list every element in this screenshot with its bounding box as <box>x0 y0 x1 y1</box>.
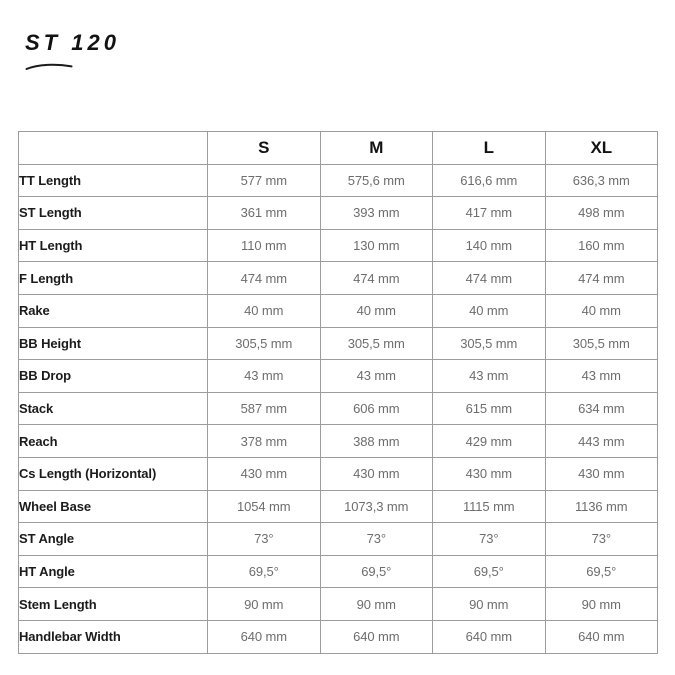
cell-value: 474 mm <box>433 262 546 295</box>
table-row <box>19 620 658 653</box>
cell-value: 40 mm <box>320 294 433 327</box>
table-row <box>19 360 658 393</box>
cell-value: 110 mm <box>208 229 321 262</box>
cell-value: 90 mm <box>320 588 433 621</box>
page-title: ST 120 <box>25 30 120 55</box>
cell-value: 69,5° <box>208 555 321 588</box>
title-block <box>25 30 120 71</box>
row-label: BB Height <box>19 327 208 360</box>
cell-value: 474 mm <box>320 262 433 295</box>
table-row <box>19 425 658 458</box>
cell-value: 90 mm <box>545 588 658 621</box>
cell-value: 69,5° <box>320 555 433 588</box>
table-row <box>19 490 658 523</box>
row-label: ST Angle <box>19 523 208 556</box>
table-row <box>19 588 658 621</box>
header-cell-empty <box>19 132 208 165</box>
row-label: HT Length <box>19 229 208 262</box>
cell-value: 640 mm <box>433 620 546 653</box>
table-row <box>19 262 658 295</box>
cell-value: 640 mm <box>320 620 433 653</box>
cell-value: 634 mm <box>545 392 658 425</box>
cell-value: 305,5 mm <box>208 327 321 360</box>
cell-value: 443 mm <box>545 425 658 458</box>
row-label: BB Drop <box>19 360 208 393</box>
table-row <box>19 392 658 425</box>
cell-value: 160 mm <box>545 229 658 262</box>
cell-value: 40 mm <box>545 294 658 327</box>
cell-value: 130 mm <box>320 229 433 262</box>
cell-value: 1073,3 mm <box>320 490 433 523</box>
cell-value: 43 mm <box>545 360 658 393</box>
cell-value: 305,5 mm <box>433 327 546 360</box>
cell-value: 40 mm <box>433 294 546 327</box>
cell-value: 615 mm <box>433 392 546 425</box>
table-row <box>19 457 658 490</box>
geometry-table <box>18 131 658 654</box>
title-underline-stroke <box>25 62 73 71</box>
row-label: TT Length <box>19 164 208 197</box>
cell-value: 1115 mm <box>433 490 546 523</box>
cell-value: 305,5 mm <box>545 327 658 360</box>
cell-value: 430 mm <box>208 457 321 490</box>
cell-value: 474 mm <box>208 262 321 295</box>
cell-value: 90 mm <box>208 588 321 621</box>
cell-value: 474 mm <box>545 262 658 295</box>
table-row <box>19 555 658 588</box>
table-row <box>19 229 658 262</box>
cell-value: 393 mm <box>320 197 433 230</box>
cell-value: 73° <box>208 523 321 556</box>
cell-value: 1054 mm <box>208 490 321 523</box>
row-label: Reach <box>19 425 208 458</box>
cell-value: 575,6 mm <box>320 164 433 197</box>
cell-value: 43 mm <box>208 360 321 393</box>
cell-value: 587 mm <box>208 392 321 425</box>
row-label: Wheel Base <box>19 490 208 523</box>
cell-value: 417 mm <box>433 197 546 230</box>
cell-value: 429 mm <box>433 425 546 458</box>
row-label: Stem Length <box>19 588 208 621</box>
cell-value: 430 mm <box>320 457 433 490</box>
cell-value: 430 mm <box>433 457 546 490</box>
cell-value: 577 mm <box>208 164 321 197</box>
row-label: Rake <box>19 294 208 327</box>
cell-value: 43 mm <box>320 360 433 393</box>
cell-value: 69,5° <box>545 555 658 588</box>
cell-value: 498 mm <box>545 197 658 230</box>
cell-value: 640 mm <box>545 620 658 653</box>
header-cell-size-xl: XL <box>545 132 658 165</box>
row-label: ST Length <box>19 197 208 230</box>
table-row <box>19 197 658 230</box>
table-row <box>19 523 658 556</box>
header-cell-size-s: S <box>208 132 321 165</box>
cell-value: 606 mm <box>320 392 433 425</box>
cell-value: 388 mm <box>320 425 433 458</box>
row-label: Handlebar Width <box>19 620 208 653</box>
row-label: Stack <box>19 392 208 425</box>
row-label: HT Angle <box>19 555 208 588</box>
cell-value: 361 mm <box>208 197 321 230</box>
cell-value: 616,6 mm <box>433 164 546 197</box>
cell-value: 40 mm <box>208 294 321 327</box>
table-row <box>19 327 658 360</box>
cell-value: 378 mm <box>208 425 321 458</box>
cell-value: 640 mm <box>208 620 321 653</box>
cell-value: 43 mm <box>433 360 546 393</box>
header-cell-size-l: L <box>433 132 546 165</box>
row-label: Cs Length (Horizontal) <box>19 457 208 490</box>
cell-value: 90 mm <box>433 588 546 621</box>
row-label: F Length <box>19 262 208 295</box>
cell-value: 69,5° <box>433 555 546 588</box>
cell-value: 636,3 mm <box>545 164 658 197</box>
header-cell-size-m: M <box>320 132 433 165</box>
cell-value: 73° <box>433 523 546 556</box>
table-row <box>19 164 658 197</box>
cell-value: 140 mm <box>433 229 546 262</box>
cell-value: 305,5 mm <box>320 327 433 360</box>
header-row <box>19 132 658 165</box>
cell-value: 73° <box>320 523 433 556</box>
cell-value: 430 mm <box>545 457 658 490</box>
cell-value: 73° <box>545 523 658 556</box>
cell-value: 1136 mm <box>545 490 658 523</box>
geometry-table-container <box>18 131 657 654</box>
table-row <box>19 294 658 327</box>
